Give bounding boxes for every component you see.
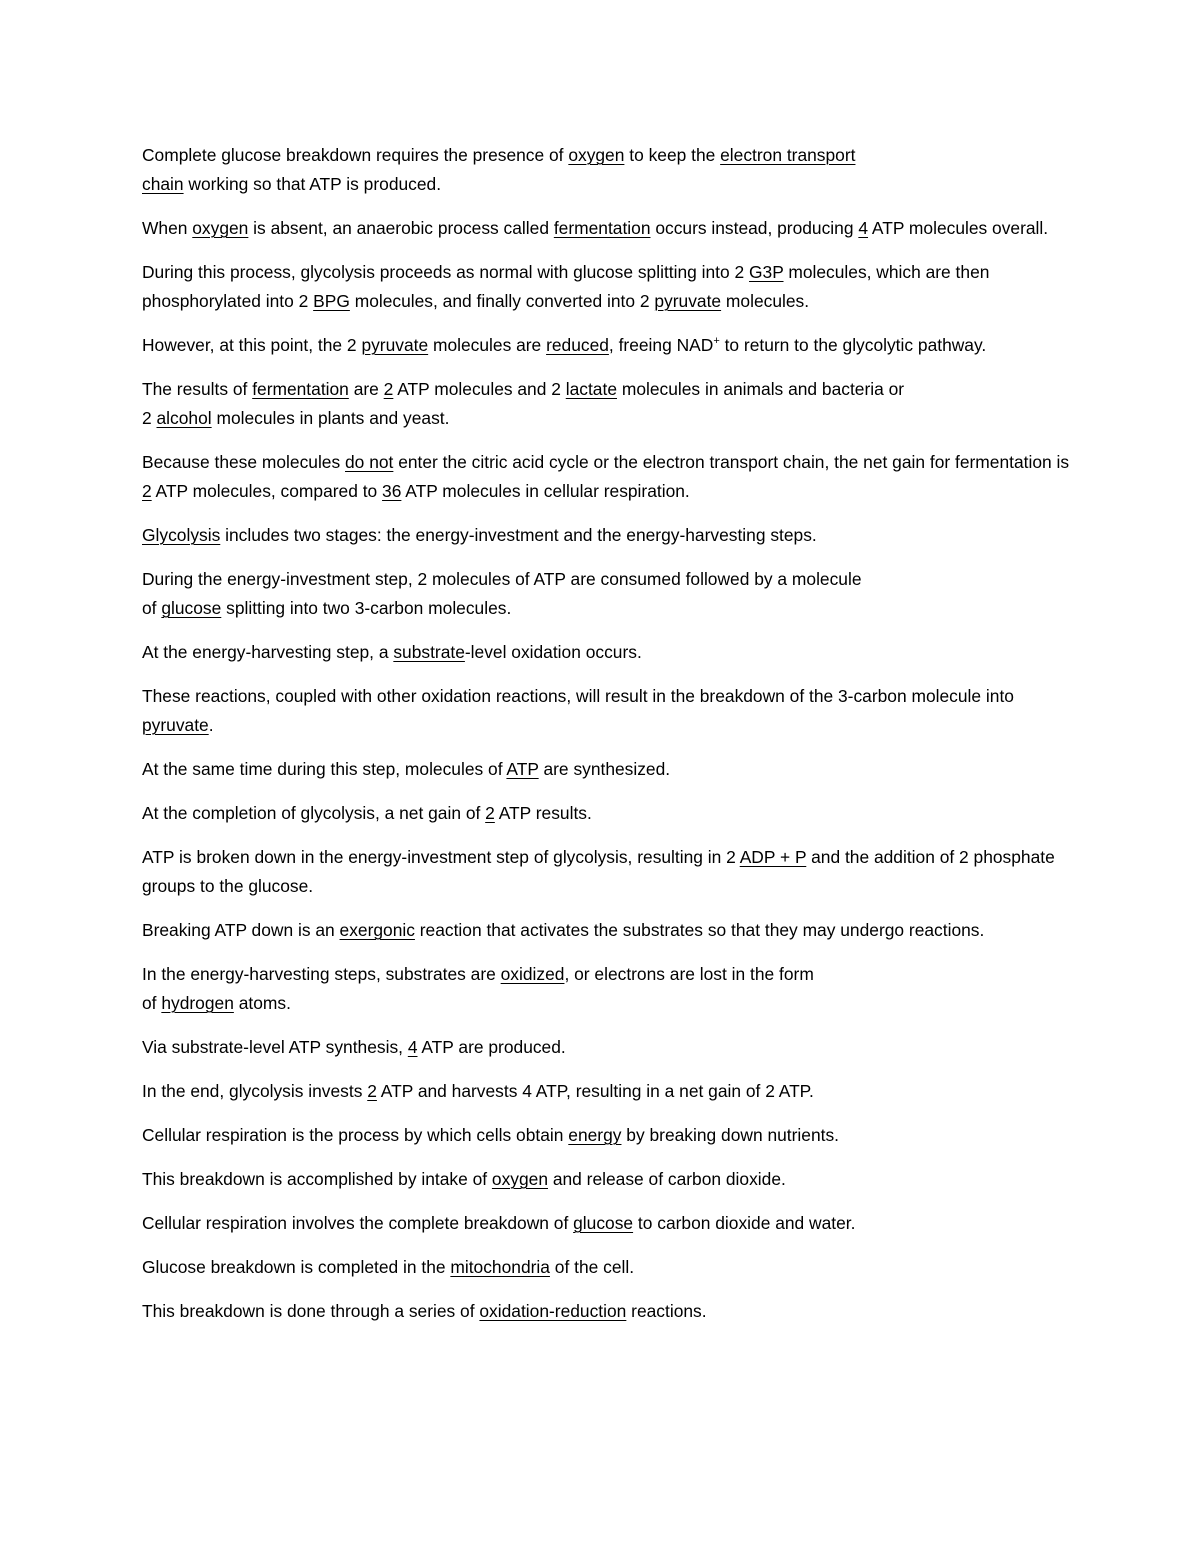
text-run: . (208, 715, 214, 735)
paragraph-8 (142, 565, 1072, 623)
paragraph-22 (142, 1297, 1072, 1326)
paragraph-9 (142, 638, 1072, 667)
text-run: molecules are (428, 335, 547, 355)
text-run: molecules, which are then phosphorylated into 2 (142, 262, 990, 311)
text-run: Cellular respiration involves the complete breakdown of (142, 1213, 574, 1233)
text-run: Breaking ATP down is an (142, 920, 340, 940)
text-run: occurs instead, producing (650, 218, 859, 238)
text-run: ATP results. (494, 803, 592, 823)
text-run: The results of (142, 379, 253, 399)
text-run: -level oxidation occurs. (464, 642, 642, 662)
text-run: ATP is broken down in the energy-investment step of glycolysis, resulting in 2 (142, 847, 740, 867)
underlined-term: pyruvate (142, 715, 209, 735)
text-run: are (348, 379, 384, 399)
text-run: , freeing NAD (608, 335, 714, 355)
underlined-term: BPG (313, 291, 350, 311)
underlined-term: glucose (161, 598, 222, 618)
text-run: includes two stages: the energy-investment and the energy-harvesting steps. (220, 525, 817, 545)
underlined-term: energy (568, 1125, 622, 1145)
text-run: ATP and harvests 4 ATP, resulting in a net gain of 2 ATP. (376, 1081, 814, 1101)
paragraph-15 (142, 960, 1072, 1018)
underlined-term: Glycolysis (142, 525, 221, 545)
underlined-term: hydrogen (161, 993, 234, 1013)
paragraph-14 (142, 916, 1072, 945)
document-body (142, 141, 1072, 1341)
text-run: reactions. (626, 1301, 707, 1321)
text-run: At the energy-harvesting step, a (142, 642, 394, 662)
underlined-term: oxygen (568, 145, 625, 165)
paragraph-5 (142, 375, 1072, 433)
text-run: of (142, 598, 162, 618)
underlined-term: 2 (142, 481, 152, 501)
underlined-term: 2 (367, 1081, 377, 1101)
text-run: 2 (142, 408, 157, 428)
text-run: and release of carbon dioxide. (548, 1169, 786, 1189)
underlined-term: 36 (382, 481, 402, 501)
underlined-term: reduced (546, 335, 609, 355)
underlined-term: substrate (393, 642, 465, 662)
underlined-term: do not (345, 452, 394, 472)
text-run: Cellular respiration is the process by which cells obtain (142, 1125, 569, 1145)
underlined-term: exergonic (339, 920, 415, 940)
text-run: to keep the (624, 145, 721, 165)
paragraph-4 (142, 331, 1072, 360)
paragraph-16 (142, 1033, 1072, 1062)
text-run: working so that ATP is produced. (183, 174, 442, 194)
underlined-term: 4 (858, 218, 869, 238)
underlined-term: oxidation-reduction (479, 1301, 627, 1321)
text-run: These reactions, coupled with other oxidation reactions, will result in the breakdown of the 3-carbon molecule into (142, 686, 1014, 706)
underlined-term: lactate (565, 379, 617, 399)
text-run: and the addition of 2 phosphate groups to the glucose. (142, 847, 1055, 896)
text-run: of (142, 993, 162, 1013)
text-run: molecules in plants and yeast. (211, 408, 450, 428)
paragraph-20 (142, 1209, 1072, 1238)
paragraph-10 (142, 682, 1072, 740)
underlined-term: electron transport (720, 145, 856, 165)
underlined-term: glucose (573, 1213, 634, 1233)
text-run: to return to the glycolytic pathway. (719, 335, 987, 355)
underlined-term: oxygen (491, 1169, 548, 1189)
paragraph-17 (142, 1077, 1072, 1106)
superscript: + (713, 335, 720, 348)
underlined-term: G3P (749, 262, 784, 282)
text-run: ATP molecules in cellular respiration. (401, 481, 690, 501)
paragraph-3 (142, 258, 1072, 316)
underlined-term: oxidized (500, 964, 565, 984)
text-run: molecules in animals and bacteria or (617, 379, 905, 399)
text-run: At the same time during this step, molecules of (142, 759, 507, 779)
text-run: This breakdown is done through a series of (142, 1301, 480, 1321)
text-run: Glucose breakdown is completed in the (142, 1257, 451, 1277)
text-run: by breaking down nutrients. (621, 1125, 839, 1145)
text-run: ATP molecules overall. (868, 218, 1049, 238)
underlined-term: pyruvate (361, 335, 429, 355)
text-run: is absent, an anaerobic process called (248, 218, 554, 238)
paragraph-6 (142, 448, 1072, 506)
text-run: of the cell. (549, 1257, 635, 1277)
underlined-term: 2 (383, 379, 394, 399)
text-run: This breakdown is accomplished by intake of (142, 1169, 492, 1189)
text-run: are synthesized. (538, 759, 671, 779)
text-run: atoms. (233, 993, 291, 1013)
text-run: Complete glucose breakdown requires the presence of (142, 145, 569, 165)
text-run: Because these molecules (142, 452, 346, 472)
text-run: splitting into two 3-carbon molecules. (221, 598, 512, 618)
text-run: ATP molecules, compared to (151, 481, 383, 501)
text-run: enter the citric acid cycle or the electron transport chain, the net gain for fermentation is (393, 452, 1070, 472)
underlined-term: chain (142, 174, 184, 194)
paragraph-21 (142, 1253, 1072, 1282)
text-run: , or electrons are lost in the form (564, 964, 814, 984)
paragraph-13 (142, 843, 1072, 901)
underlined-term: fermentation (252, 379, 349, 399)
underlined-term: 2 (485, 803, 495, 823)
text-run: Via substrate-level ATP synthesis, (142, 1037, 408, 1057)
underlined-term: ATP (506, 759, 539, 779)
paragraph-19 (142, 1165, 1072, 1194)
text-run: When (142, 218, 193, 238)
underlined-term: alcohol (156, 408, 212, 428)
paragraph-2 (142, 214, 1072, 243)
text-run: However, at this point, the 2 (142, 335, 362, 355)
paragraph-18 (142, 1121, 1072, 1150)
text-run: ATP are produced. (417, 1037, 566, 1057)
text-run: In the energy-harvesting steps, substrates are (142, 964, 501, 984)
text-run: During this process, glycolysis proceeds as normal with glucose splitting into 2 (142, 262, 750, 282)
text-run: molecules, and finally converted into 2 (349, 291, 655, 311)
text-run: molecules. (721, 291, 810, 311)
text-run: In the end, glycolysis invests (142, 1081, 368, 1101)
underlined-term: pyruvate (654, 291, 722, 311)
text-run: reaction that activates the substrates so that they may undergo reactions. (414, 920, 985, 940)
underlined-term: mitochondria (450, 1257, 550, 1277)
underlined-term: ADP + P (739, 847, 807, 867)
text-run: to carbon dioxide and water. (633, 1213, 856, 1233)
paragraph-11 (142, 755, 1072, 784)
paragraph-7 (142, 521, 1072, 550)
underlined-term: oxygen (192, 218, 249, 238)
paragraph-1 (142, 141, 1072, 199)
paragraph-12 (142, 799, 1072, 828)
text-run: At the completion of glycolysis, a net gain of (142, 803, 486, 823)
text-run: ATP molecules and 2 (393, 379, 566, 399)
underlined-term: 4 (407, 1037, 418, 1057)
text-run: During the energy-investment step, 2 molecules of ATP are consumed followed by a molecule (142, 569, 862, 589)
underlined-term: fermentation (553, 218, 651, 238)
